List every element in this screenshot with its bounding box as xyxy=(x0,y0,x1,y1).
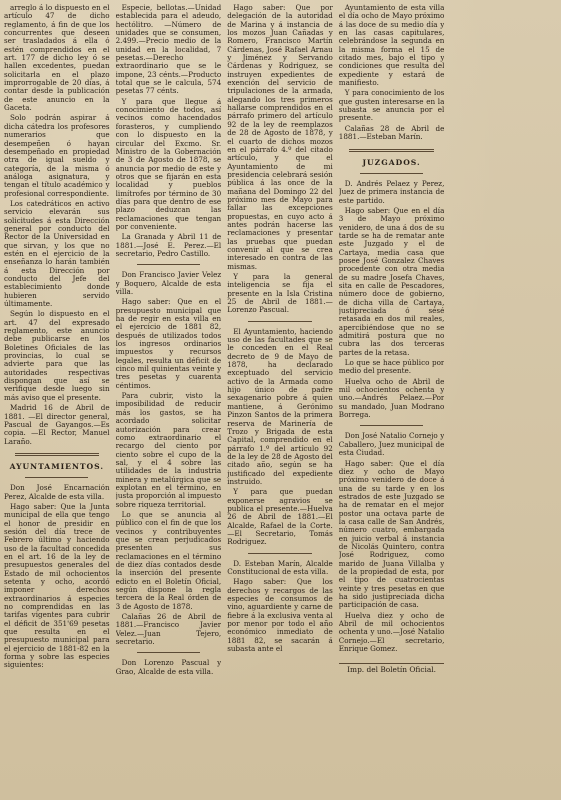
column-2 xyxy=(116,4,222,800)
paragraph: Los catedráticos en activo servicio elevarán sus solicitudes á esta Dirección general por conducto del Rector de la Universidad en que sirvan, y los que no estén en el ejercicio de la enseñanza lo harán también á esta Dirección por conducto del Jefe del establecimiento donde hubieren servido últimamente. xyxy=(4,198,110,309)
divider xyxy=(360,425,423,426)
paragraph: Lo que se anuncia al público con el fin de que los vecinos y contribuyentes que se crean perjudicados presenten sus reclamaciones en el término de diez días contados desde la inserción del presente edicto en el Boletín Oficial, según dispone la regla tercera de la Real órden de 3 de Agosto de 1878. xyxy=(115,509,222,611)
paragraph: Huelva ocho de Abril de mil ochocientos ochenta y uno.—Andrés Pelaez.—Por su mandado, Juan Modrano Borrega. xyxy=(338,376,445,420)
paragraph: D. Esteban Marín, Alcalde Constitucional de esta villa. xyxy=(227,558,333,576)
divider xyxy=(248,321,311,322)
paragraph: Hago saber: Que por delegación de la autoridad de Marina y á instancia de los mozos Juan Cañadas y Romero, Francisco Martín Cárdenas, José Rafael Arnau y Jiménez y Servando Cárdenas y Rodriguez, se instruyen expedientes de exención del servicio de tripulaciones de la armada, alegando los tres primeros hallarse comprendidos en el párrafo primero del artículo 92 de la ley de reemplazos de 28 de Agosto de 1878, y el cuarto de dichos mozos en el párrafo 4.º del citado artículo, y que el Ayuntamiento de mi presidencia celebrará sesión pública á las once de la mañana del Domingo 22 del próximo mes de Mayo para fallar las excepciones propuestas, en cuyo acto á antes podrán hacerse las reclamaciones y presentar las pruebas que puedan convenir al que se crea interesado en contra de las mismas. xyxy=(227,4,333,271)
paragraph: Calañas 28 de Abril de 1881.—Esteban Marín. xyxy=(338,123,445,142)
paragraph: arreglo á lo dispuesto en el artículo 47 de dicho reglamento, á fin de que los concurrentes que deseen ser trasladados á ella ó estén comprendidos en el art. 177 de dicho ley ó se hallen excedentes, puedan solicitarla en el plazo improrrogable de 20 días, á contar desde la publicación de este anuncio en la Gaceta. xyxy=(4,4,110,113)
paragraph: Y para la general inteligencia se fija el presente en la Isla Cristina 25 de Abril de 1881.—Lorenzo Pascual. xyxy=(227,272,333,315)
paragraph: Según lo dispuesto en el art. 47 del expresado reglamento, este anuncio debe publicarse en los Boletines Oficiales de las provincias, lo cual se advierte para que las autoridades respectivas dispongan que así se verifique desde luego sin más aviso que el presente. xyxy=(4,309,110,402)
paragraph: D. Andrés Pelaez y Perez, Juez de primera instancia de este partido. xyxy=(338,178,445,205)
paragraph: Especie, bellotas.—Unidad establecida para el adeudo, hectólitro. —Número de unidades que se consumen, 2.499.—Precio medio de la unidad en la localidad, 7 pesetas.—Derecho extraordinario que se le impone, 23 cénts.—Producto total que se le calcula, 574 pesetas 77 cénts. xyxy=(115,4,222,96)
paragraph: Hago saber: Que el día diez y ocho de Mayo próximo venidero de doce á una de su tarde y en los estrados de este Juzgado se ha de rematar en el mejor postor una octava parte de la casa calle de San Andrés, número cuatro, embargada en juicio verbal á instancia de Nicolás Quintero, contra José Rodriguez, como marido de Juana Villalba y de la propiedad de esta, por el tipo de cuatrocientas veinte y tres pesetas en que ha sido justipreciada dicha participación de casa. xyxy=(338,458,445,610)
paragraph: Don José Natalio Cornejo y Caballero, Juez municipal de esta Ciudad. xyxy=(338,431,445,458)
section-heading-juzgados: JUZGADOS. xyxy=(362,157,421,167)
divider xyxy=(137,264,200,265)
divider xyxy=(360,173,423,174)
paragraph: Solo podrán aspirar á dicha cátedra los profesores numerarios que desempeñen ó hayan desempeñado en propiedad otra de igual sueldo y categoría, de la misma ó análoga asignatura, y tengan el título académico y profesional correspondiente. xyxy=(4,113,110,198)
paragraph: Calañas 26 de Abril de 1881.—Francisco Javier Velez.—Juan Tejero, secretario. xyxy=(115,612,222,647)
divider xyxy=(15,453,99,456)
paragraph: Huelva diez y ocho de Abril de mil ochocientos ochenta y uno.—José Natalio Cornejo.—El secretario, Enrique Gomez. xyxy=(338,610,445,654)
paragraph: Hago saber: Que en el día 3 de Mayo próximo venidero, de una á dos de su tarde se ha de rematar ante este Juzgado y el de Cartaya, media casa que posee José Gonzalez Chaves procedente con otra media de su madre Josefa Chaves, sita en calle de Pescadores, número doce de gobierno, de dicha villa de Cartaya, justipreciada ó sésé retasada en dos mil reales, apercibiéndose que no se admitirá postura que no cubra las dos terceras partes de la retasa. xyxy=(338,205,445,357)
divider xyxy=(248,553,311,554)
paragraph: Y para que puedan exponerse agravios se publica el presente.—Huelva 26 de Abril de 1881.—El Alcalde, Rafael de la Corte.—El Secretario, Tomás Rodriguez. xyxy=(227,487,333,547)
paragraph: Y para conocimiento de los que gusten interesarse en la subasta se anuncia por el presente. xyxy=(338,88,445,123)
printer-imprint: Imp. del Boletín Oficial. xyxy=(339,663,445,674)
divider xyxy=(25,477,88,478)
paragraph: Hago saber: Que la Junta municipal de ella que tengo el honor de presidir en sesión del día trece de Febrero último y haciendo uso de la facultad concedida en el art. 16 de la ley de presupuestos generales del Estado de mil ochocientos setenta y ocho, acordó imponer derechos extraordinarios á especies no comprendidas en las tarifas vigentes para cubrir el déficit de 351'69 pesetas que resulta en el presupuesto municipal para el ejercicio de 1881-82 en la forma y sobre las especies siguientes: xyxy=(4,501,110,670)
paragraph: Para cubrir, visto la imposibilidad de reducir más los gastos, se ha acordado solicitar autorización para crear como extraordinario el recargo del ciento por ciento sobre el cupo de la sal, y el 4 sobre las utilidades de la industria minera y metalúrgica que se explotan en el término, en justa proporción al impuesto sobre riqueza territorial. xyxy=(115,391,222,509)
paragraph: Don José Encarnación Perez, Alcalde de esta villa. xyxy=(4,483,110,501)
paragraph: Ayuntamiento de esta villa el día ocho de Mayo próximo á las doce de su medio día y en las casas capitulares, celebrándose la segunda en la misma forma el 15 de citado mes, bajo el tipo y condiciones que resulta del expediente y estará de manifiesto. xyxy=(338,4,445,88)
paragraph: Y para que llegue á conocimiento de todos, así vecinos como hacendados forasteros, y cumpliendo con lo dispuesto en la circular del Excmo. Sr. Ministro de la Gobernación de 3 de Agosto de 1878, se anuncia por medio de este y otros que se fijarán en esta localidad y pueblos limítrofes por término de 30 días para que dentro de ese plazo deduzcan las reclamaciones que tengan por conveniente. xyxy=(115,96,222,231)
paragraph: Don Francisco Javier Velez y Boquero, Alcalde de esta villa. xyxy=(115,270,222,296)
column-1 xyxy=(4,4,110,800)
paragraph: Madrid 16 de Abril de 1881. —El director general, Pascual de Gayangos.—Es copia. —El Rector, Manuel Laraño. xyxy=(4,403,110,446)
paragraph: Lo que se hace público por medio del presente. xyxy=(338,358,445,376)
paragraph: El Ayuntamiento, haciendo uso de las facultades que se le conceden en el Real decreto de 9 de Mayo de 1878, ha declarado exceptuado del servicio activo de la Armada como hijo único de padre sexagenario pobre á quien mantiene, á Gerónimo Pinzon Santos de la primera reserva de Marinería de Trozo y Brigada de esta Capital, comprendido en el párrafo 1.º del artículo 92 de la ley de 28 de Agosto del citado año, según se ha justificado del expediente instruido. xyxy=(227,326,333,486)
paragraph: Don Lorenzo Pascual y Grao, Alcalde de esta villa. xyxy=(115,658,222,676)
divider xyxy=(349,149,433,152)
section-heading-ayuntamientos: AYUNTAMIENTOS. xyxy=(9,461,105,471)
paragraph: La Granada y Abril 11 de 1881.—José E. Perez.—El secretario, Pedro Castillo. xyxy=(115,232,222,258)
column-4 xyxy=(339,4,445,800)
divider xyxy=(137,652,200,653)
paragraph: Hago saber: Que en el presupuesto municipal que ha de regir en esta villa en el ejercicio de 1881 82, después de utilizados todos los ingresos ordinarios impuestos y recursos legales, resulta un déficit de cinco mil quinientas veinte y tres pesetas y cuarenta céntimos. xyxy=(115,297,222,390)
paragraph: Hago saber: Que los derechos y recargos de las especies de consumos de vino, aguardiente y carne de fiebre á la exclusiva venta al por menor por todo el año económico inmediato de 1881 82, se sacarán á subasta ante el xyxy=(227,577,333,654)
column-3 xyxy=(227,4,333,800)
